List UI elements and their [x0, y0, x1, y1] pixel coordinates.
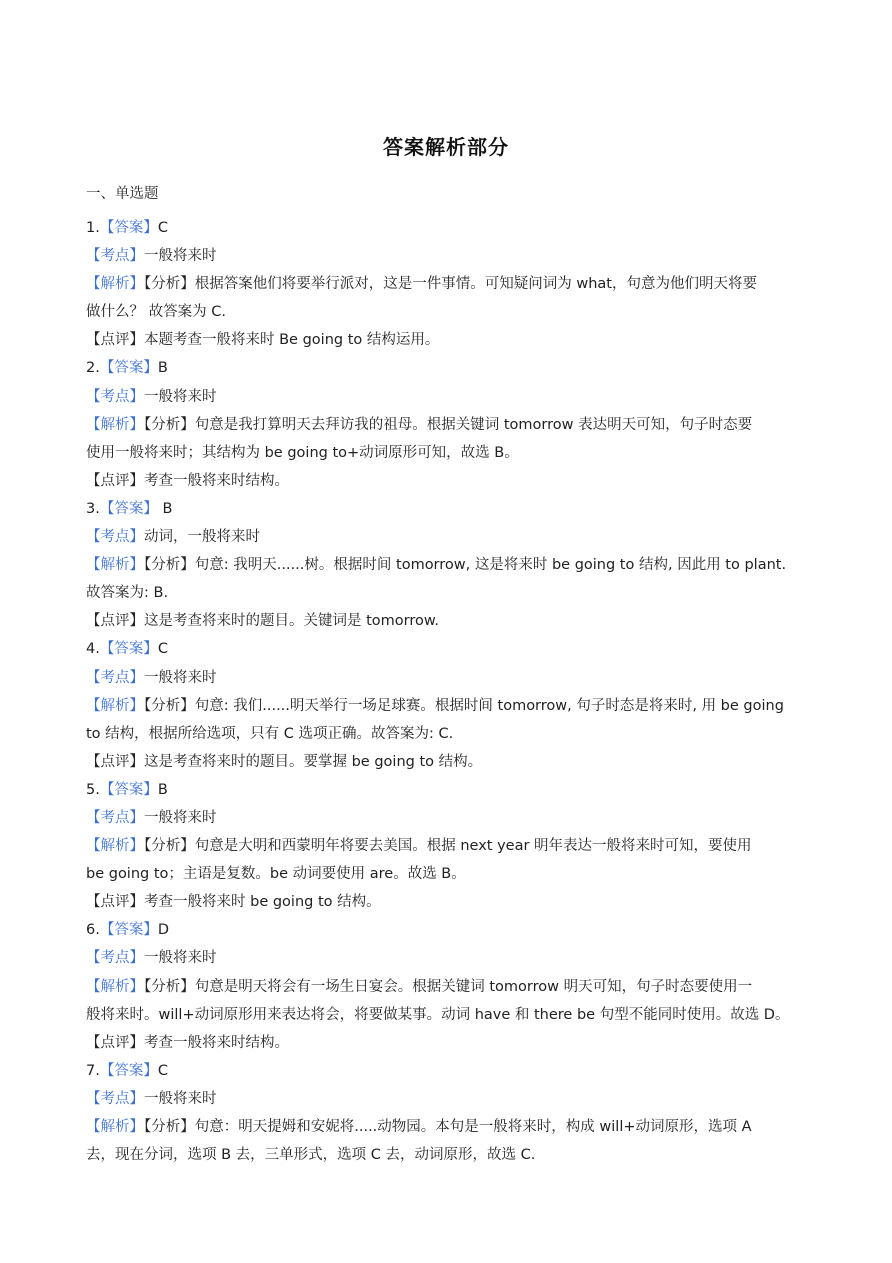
kaodian-tag: 【考点】: [86, 248, 144, 265]
answer-tag: 【答案】: [99, 781, 158, 798]
jiexi-line: [86, 270, 808, 298]
jiexi-line: [86, 579, 808, 607]
jiexi-tag: 【解析】: [86, 416, 144, 433]
kaodian-tag: 【考点】: [86, 950, 144, 967]
kaodian-tag: 【考点】: [86, 809, 144, 826]
question-number: 7.: [86, 1062, 100, 1079]
jiexi-line: [86, 973, 808, 1001]
jiexi-text: 【分析】句意：明天提姆和安妮将.....动物园。本句是一般将来时，构成 will+动词原形，选项 A: [144, 1119, 752, 1135]
jiexi-tag: 【解析】: [86, 1119, 144, 1135]
dianping-text: 本题考查一般将来时 Be going to 结构运用。: [144, 332, 440, 349]
kaodian-line: [86, 804, 808, 832]
jiexi-line: [86, 1113, 808, 1141]
answer-line: [86, 354, 808, 382]
answer-tag: 【答案】: [99, 641, 158, 658]
dianping-line: [86, 326, 808, 354]
question-number: 6.: [86, 922, 100, 939]
kaodian-tag: 【考点】: [86, 529, 144, 546]
jiexi-text: 【分析】根据答案他们将要举行派对，这是一件事情。可知疑问词为 what，句意为他们明天将要: [144, 276, 757, 293]
jiexi-line: [86, 551, 808, 579]
jiexi-text: 【分析】句意是大明和西蒙明年将要去美国。根据 next year 明年表达一般将来时可知，要使用: [144, 838, 752, 855]
question-number: 4.: [86, 641, 100, 658]
dianping-tag: 【点评】: [86, 894, 144, 911]
answer-tag: 【答案】: [99, 1062, 158, 1079]
kaodian-text: 一般将来时: [144, 669, 217, 686]
jiexi-text: to 结构，根据所给选项，只有 C 选项正确。故答案为: C.: [86, 725, 454, 742]
dianping-line: [86, 888, 808, 916]
kaodian-line: [86, 242, 808, 270]
kaodian-tag: 【考点】: [86, 1090, 144, 1107]
jiexi-line: [86, 692, 808, 720]
jiexi-tag: 【解析】: [86, 276, 144, 293]
jiexi-tag: 【解析】: [86, 838, 144, 855]
dianping-line: [86, 1029, 808, 1057]
section-heading: 一、单选题: [86, 186, 159, 202]
answer-line: [86, 214, 808, 242]
jiexi-line: [86, 720, 808, 748]
jiexi-text: 【分析】句意是明天将会有一场生日宴会。根据关键词 tomorrow 明天可知，句子时态要使用一: [144, 978, 753, 995]
question-number: 2.: [86, 360, 100, 377]
answer-list: [86, 214, 808, 1169]
kaodian-tag: 【考点】: [86, 669, 144, 686]
jiexi-text: be going to；主语是复数。be 动词要使用 are。故选 B。: [86, 866, 466, 883]
jiexi-line: [86, 1141, 808, 1169]
kaodian-text: 一般将来时: [144, 248, 217, 265]
kaodian-text: 一般将来时: [144, 1090, 217, 1107]
kaodian-text: 动词，一般将来时: [144, 529, 260, 546]
dianping-text: 考查一般将来时 be going to 结构。: [144, 894, 381, 911]
kaodian-line: [86, 944, 808, 972]
dianping-tag: 【点评】: [86, 472, 144, 489]
dianping-line: [86, 467, 808, 495]
jiexi-line: [86, 439, 808, 467]
jiexi-text: 般将来时。will+动词原形用来表达将会，将要做某事。动词 have 和 there be 句型不能同时使用。故选 D。: [86, 1006, 790, 1023]
dianping-text: 这是考查将来时的题目。要掌握 be going to 结构。: [144, 753, 483, 770]
kaodian-line: [86, 664, 808, 692]
jiexi-tag: 【解析】: [86, 697, 144, 714]
jiexi-line: [86, 411, 808, 439]
question-number: 5.: [86, 781, 100, 798]
page-title: 答案解析部分: [383, 135, 509, 159]
kaodian-tag: 【考点】: [86, 388, 144, 405]
answer-value: B: [157, 781, 168, 798]
question-number: 1.: [86, 220, 100, 236]
jiexi-line: [86, 860, 808, 888]
jiexi-line: [86, 832, 808, 860]
kaodian-line: [86, 523, 808, 551]
jiexi-line: [86, 1001, 808, 1029]
kaodian-text: 一般将来时: [144, 809, 217, 826]
question-number: 3.: [86, 500, 100, 517]
jiexi-text: 故答案为: B.: [86, 585, 169, 602]
answer-line: [86, 916, 808, 944]
jiexi-text: 【分析】句意: 我们......明天举行一场足球赛。根据时间 tomorrow, 句子时态是将来时, 用 be going: [144, 697, 784, 714]
jiexi-text: 【分析】句意: 我明天......树。根据时间 tomorrow, 这是将来时 be going to 结构, 因此用 to plant.: [144, 557, 787, 574]
kaodian-line: [86, 383, 808, 411]
kaodian-line: [86, 1085, 808, 1113]
jiexi-text: 【分析】句意是我打算明天去拜访我的祖母。根据关键词 tomorrow 表达明天可知，句子时态要: [144, 416, 753, 433]
jiexi-text: 做什么？ 故答案为 C.: [86, 304, 226, 321]
dianping-line: [86, 607, 808, 635]
jiexi-tag: 【解析】: [86, 978, 144, 995]
kaodian-text: 一般将来时: [144, 950, 217, 967]
answer-tag: 【答案】: [99, 220, 158, 236]
answer-tag: 【答案】: [99, 360, 158, 377]
dianping-line: [86, 748, 808, 776]
dianping-text: 考查一般将来时结构。: [144, 1034, 289, 1051]
jiexi-tag: 【解析】: [86, 557, 144, 574]
jiexi-text: 使用一般将来时；其结构为 be going to+动词原形可知，故选 B。: [86, 444, 519, 461]
answer-tag: 【答案】: [99, 922, 158, 939]
answer-value: C: [157, 641, 168, 658]
answer-line: [86, 1057, 808, 1085]
dianping-tag: 【点评】: [86, 332, 144, 349]
answer-value: B: [157, 360, 168, 377]
answer-line: [86, 495, 808, 523]
dianping-text: 考查一般将来时结构。: [144, 472, 289, 489]
answer-value: C: [157, 220, 168, 236]
jiexi-line: [86, 298, 808, 326]
answer-value: C: [157, 1062, 168, 1079]
dianping-tag: 【点评】: [86, 613, 144, 630]
answer-line: [86, 776, 808, 804]
dianping-text: 这是考查将来时的题目。关键词是 tomorrow.: [144, 613, 440, 630]
answer-value: D: [157, 922, 170, 939]
answer-tag: 【答案】: [99, 500, 158, 517]
kaodian-text: 一般将来时: [144, 388, 217, 405]
jiexi-text: 去，现在分词，选项 B 去，三单形式，选项 C 去，动词原形，故选 C.: [86, 1147, 536, 1164]
answer-value: B: [157, 500, 173, 517]
dianping-tag: 【点评】: [86, 1034, 144, 1051]
dianping-tag: 【点评】: [86, 753, 144, 770]
answer-line: [86, 635, 808, 663]
